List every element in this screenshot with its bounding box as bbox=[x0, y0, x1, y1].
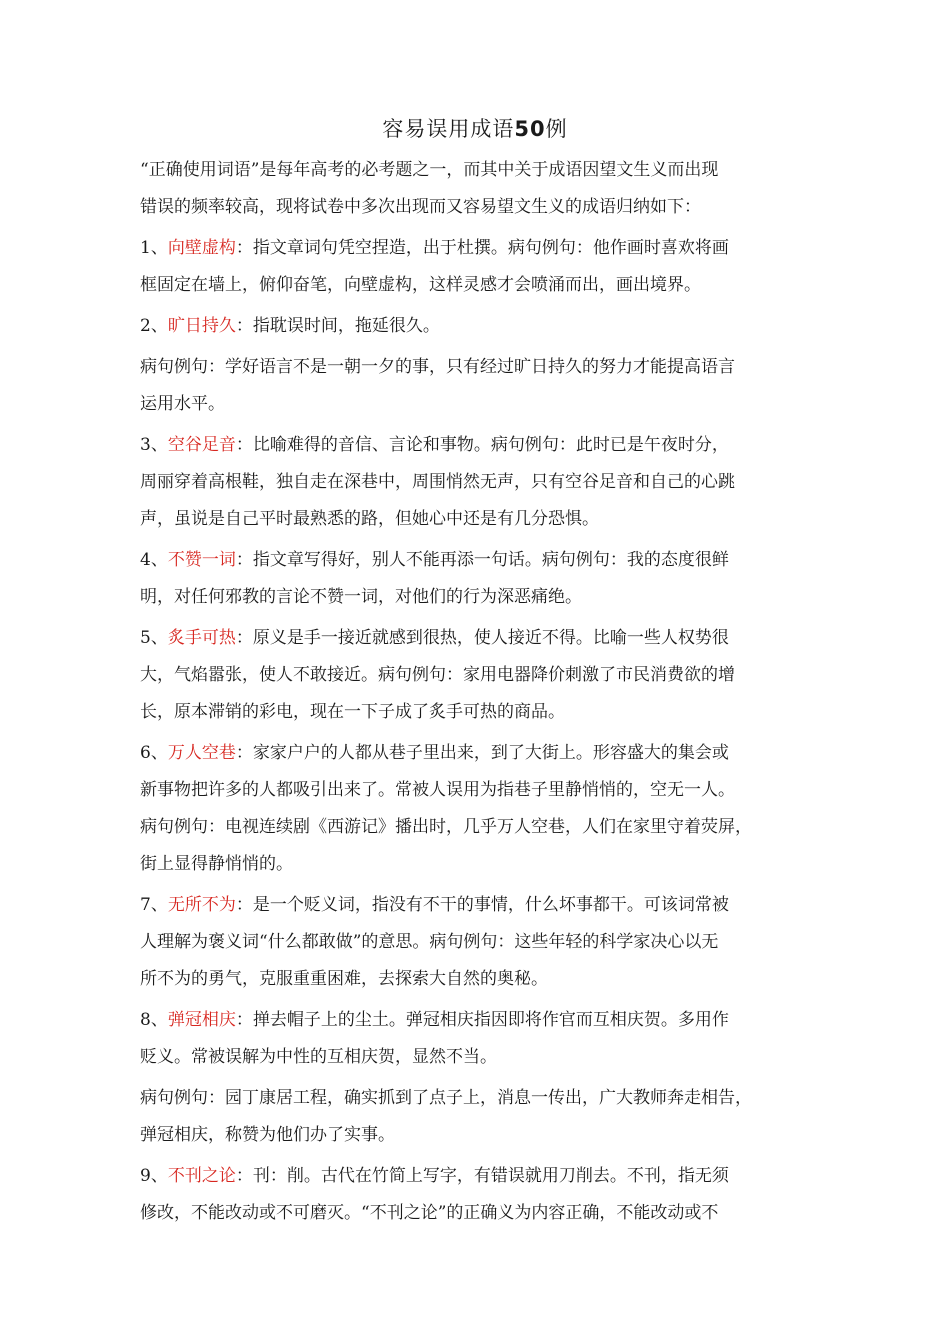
entry-continuation-line: 框固定在墙上，俯仰奋笔，向壁虚构，这样灵感才会喷涌而出，画出境界。 bbox=[140, 275, 701, 295]
entry-text: ：家家户户的人都从巷子里出来，到了大街上。形容盛大的集会或 bbox=[235, 743, 729, 763]
entry-text: ：掸去帽子上的尘土。弹冠相庆指因即将作官而互相庆贺。多用作 bbox=[235, 1010, 729, 1030]
idiom-entry bbox=[140, 542, 830, 616]
title-text: 容易误用成语 bbox=[382, 117, 515, 141]
idiom-term: 空谷足音 bbox=[167, 435, 236, 455]
entry-first-line bbox=[140, 735, 830, 772]
intro-line: “正确使用词语”是每年高考的必考题之一，而其中关于成语因望文生义而出现 bbox=[140, 160, 719, 180]
entry-first-line bbox=[140, 230, 830, 267]
entry-text: ：刊：削。古代在竹简上写字，有错误就用刀削去。不刊，指无须 bbox=[235, 1166, 729, 1186]
entry-continuation-line: 大，气焰嚣张，使人不敢接近。病句例句：家用电器降价刺激了市民消费欲的增 bbox=[140, 665, 735, 685]
title-suffix: 例 bbox=[545, 117, 568, 141]
entry-continuation-line: 所不为的勇气，克服重重困难，去探索大自然的奥秘。 bbox=[140, 969, 548, 989]
idiom-list bbox=[140, 230, 830, 1232]
intro-paragraph bbox=[140, 152, 830, 226]
entry-first-line bbox=[140, 887, 830, 924]
entry-number: 1、 bbox=[140, 238, 168, 258]
entry-continuation-line: 街上显得静悄悄的。 bbox=[140, 854, 293, 874]
entry-continuation-line: 弹冠相庆，称赞为他们办了实事。 bbox=[140, 1125, 395, 1145]
idiom-term: 万人空巷 bbox=[167, 743, 236, 763]
entry-first-line bbox=[140, 1002, 830, 1039]
entry-first-line bbox=[140, 308, 830, 345]
entry-continuation-line: 病句例句：电视连续剧《西游记》播出时，几乎万人空巷，人们在家里守着荧屏， bbox=[140, 817, 752, 837]
idiom-term: 不赞一词 bbox=[167, 550, 236, 570]
entry-continuation-line: 长，原本滞销的彩电，现在一下子成了炙手可热的商品。 bbox=[140, 702, 565, 722]
entry-number: 2、 bbox=[140, 316, 168, 336]
idiom-entry bbox=[140, 349, 830, 423]
idiom-entry bbox=[140, 735, 830, 883]
entry-number: 5、 bbox=[140, 628, 168, 648]
document-body bbox=[140, 152, 830, 1232]
entry-number: 3、 bbox=[140, 435, 168, 455]
entry-number: 8、 bbox=[140, 1010, 168, 1030]
idiom-entry bbox=[140, 427, 830, 538]
entry-text: ：原义是手一接近就感到很热，使人接近不得。比喻一些人权势很 bbox=[235, 628, 729, 648]
idiom-entry bbox=[140, 308, 830, 345]
idiom-term: 向壁虚构 bbox=[167, 238, 236, 258]
entry-first-line bbox=[140, 542, 830, 579]
entry-number: 6、 bbox=[140, 743, 168, 763]
entry-text: ：指文章词句凭空捏造，出于杜撰。病句例句：他作画时喜欢将画 bbox=[235, 238, 729, 258]
entry-continuation-line: 新事物把许多的人都吸引出来了。常被人误用为指巷子里静悄悄的，空无一人。 bbox=[140, 780, 735, 800]
entry-number: 9、 bbox=[140, 1166, 168, 1186]
entry-text: 病句例句：园丁康居工程，确实抓到了点子上，消息一传出，广大教师奔走相告， bbox=[140, 1088, 752, 1108]
entry-number: 4、 bbox=[140, 550, 168, 570]
idiom-entry bbox=[140, 230, 830, 304]
idiom-entry bbox=[140, 1002, 830, 1076]
entry-text: ：比喻难得的音信、言论和事物。病句例句：此时已是午夜时分， bbox=[235, 435, 729, 455]
entry-continuation-line: 修改，不能改动或不可磨灭。“不刊之论”的正确义为内容正确，不能改动或不 bbox=[140, 1203, 719, 1223]
entry-first-line bbox=[140, 620, 830, 657]
entry-continuation-line: 明，对任何邪教的言论不赞一词，对他们的行为深恶痛绝。 bbox=[140, 587, 582, 607]
idiom-term: 弹冠相庆 bbox=[167, 1010, 236, 1030]
entry-first-line bbox=[140, 427, 830, 464]
title-number: 50 bbox=[514, 117, 546, 141]
entry-continuation-line: 贬义。常被误解为中性的互相庆贺，显然不当。 bbox=[140, 1047, 497, 1067]
idiom-term: 旷日持久 bbox=[167, 316, 236, 336]
entry-text: ：是一个贬义词，指没有不干的事情，什么坏事都干。可该词常被 bbox=[235, 895, 729, 915]
idiom-entry bbox=[140, 1080, 830, 1154]
entry-continuation-line: 运用水平。 bbox=[140, 394, 225, 414]
idiom-term: 无所不为 bbox=[167, 895, 236, 915]
entry-continuation-line: 周丽穿着高根鞋，独自走在深巷中，周围悄然无声，只有空谷足音和自己的心跳 bbox=[140, 472, 735, 492]
idiom-term: 不刊之论 bbox=[167, 1166, 236, 1186]
entry-first-line bbox=[140, 1080, 830, 1117]
entry-first-line bbox=[140, 349, 830, 386]
entry-text: ：指耽误时间，拖延很久。 bbox=[235, 316, 440, 336]
intro-line: 错误的频率较高，现将试卷中多次出现而又容易望文生义的成语归纳如下： bbox=[140, 197, 701, 217]
entry-number: 7、 bbox=[140, 895, 168, 915]
idiom-entry bbox=[140, 887, 830, 998]
idiom-term: 炙手可热 bbox=[167, 628, 236, 648]
entry-continuation-line: 人理解为褒义词“什么都敢做”的意思。病句例句：这些年轻的科学家决心以无 bbox=[140, 932, 719, 952]
entry-text: 病句例句：学好语言不是一朝一夕的事，只有经过旷日持久的努力才能提高语言 bbox=[140, 357, 735, 377]
entry-first-line bbox=[140, 1158, 830, 1195]
entry-text: ：指文章写得好，别人不能再添一句话。病句例句：我的态度很鲜 bbox=[235, 550, 729, 570]
idiom-entry bbox=[140, 1158, 830, 1232]
page-title bbox=[0, 114, 950, 144]
idiom-entry bbox=[140, 620, 830, 731]
entry-continuation-line: 声，虽说是自己平时最熟悉的路，但她心中还是有几分恐惧。 bbox=[140, 509, 599, 529]
